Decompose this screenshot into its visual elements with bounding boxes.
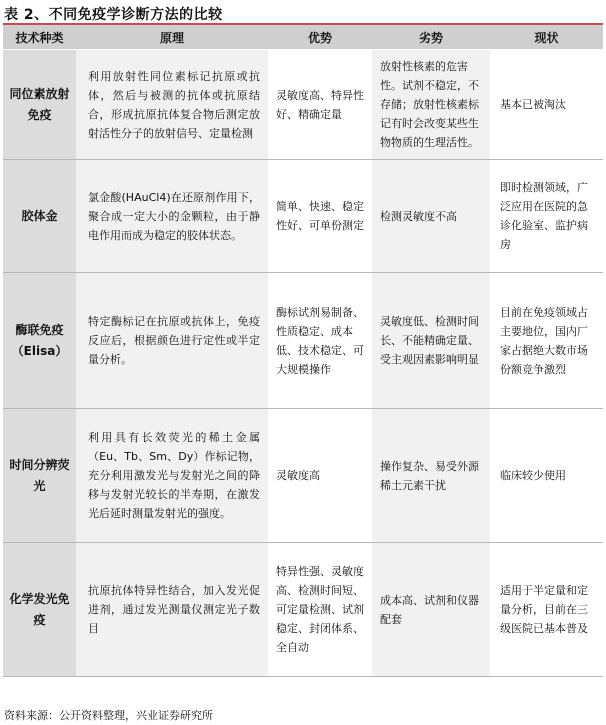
method-cell: 胶体金 [3,160,76,273]
method-cell: 时间分辨荧光 [3,409,76,543]
method-cell: 化学发光免疫 [3,543,76,677]
principle-cell: 特定酶标记在抗原或抗体上，免疫反应后，根据颜色进行定性或半定量分析。 [76,273,268,409]
disadvantages-cell: 成本高、试剂和仪器配套 [372,543,490,677]
table-header-row [3,25,603,50]
comparison-table [3,25,603,677]
header-disadvantages: 劣势 [372,25,490,50]
principle-cell: 利用放射性同位素标记抗原或抗体，然后与被测的抗体或抗原结合，形成抗原抗体复合物后测定放射活性分子的放射信号、定量检测 [76,50,268,160]
table-row [3,543,603,677]
table-title: 表 2、不同免疫学诊断方法的比较 [4,7,223,23]
disadvantages-cell: 放射性核素的危害性。试剂不稳定，不存储；放射性核素标记有时会改变某些生物物质的生理活性。 [372,50,490,160]
advantages-cell: 简单、快速、稳定性好、可单份测定 [268,160,372,273]
header-status: 现状 [490,25,603,50]
disadvantages-cell: 灵敏度低、检测时间长、不能精确定量、受主观因素影响明显 [372,273,490,409]
disadvantages-cell: 操作复杂、易受外源稀土元素干扰 [372,409,490,543]
method-cell: 同位素放射免疫 [3,50,76,160]
principle-cell: 利用具有长效荧光的稀土金属（Eu、Tb、Sm、Dy）作标记物，充分利用激发光与发射光之间的降移与发射光较长的半寿期，在激发光后延时测量发射光的强度。 [76,409,268,543]
advantages-cell: 特异性强、灵敏度高、检测时间短、可定量检测、试剂稳定、封闭体系、全自动 [268,543,372,677]
table-row [3,273,603,409]
status-cell: 适用于半定量和定量分析，目前在三级医院已基本普及 [490,543,603,677]
advantages-cell: 灵敏度高 [268,409,372,543]
status-cell: 即时检测领域，广泛应用在医院的急诊化验室、监护病房 [490,160,603,273]
status-cell: 临床较少使用 [490,409,603,543]
method-cell: 酶联免疫（Elisa） [3,273,76,409]
header-principle: 原理 [76,25,268,50]
header-advantages: 优势 [268,25,372,50]
disadvantages-cell: 检测灵敏度不高 [372,160,490,273]
source-note: 资料来源：公开资料整理，兴业证券研究所 [4,709,213,722]
principle-cell: 氯金酸(HAuCl4)在还原剂作用下，聚合成一定大小的金颗粒，由于静电作用而成为稳定的胶体状态。 [76,160,268,273]
principle-cell: 抗原抗体特异性结合，加入发光促进剂，通过发光测量仪测定光子数目 [76,543,268,677]
advantages-cell: 酶标试剂易制备、性质稳定、成本低、技术稳定、可大规模操作 [268,273,372,409]
header-method: 技术种类 [3,25,76,50]
status-cell: 基本已被淘汰 [490,50,603,160]
table-row [3,50,603,160]
table-row [3,409,603,543]
status-cell: 目前在免疫领域占主要地位，国内厂家占据绝大数市场份额竞争激烈 [490,273,603,409]
advantages-cell: 灵敏度高、特异性好、精确定量 [268,50,372,160]
table-row [3,160,603,273]
